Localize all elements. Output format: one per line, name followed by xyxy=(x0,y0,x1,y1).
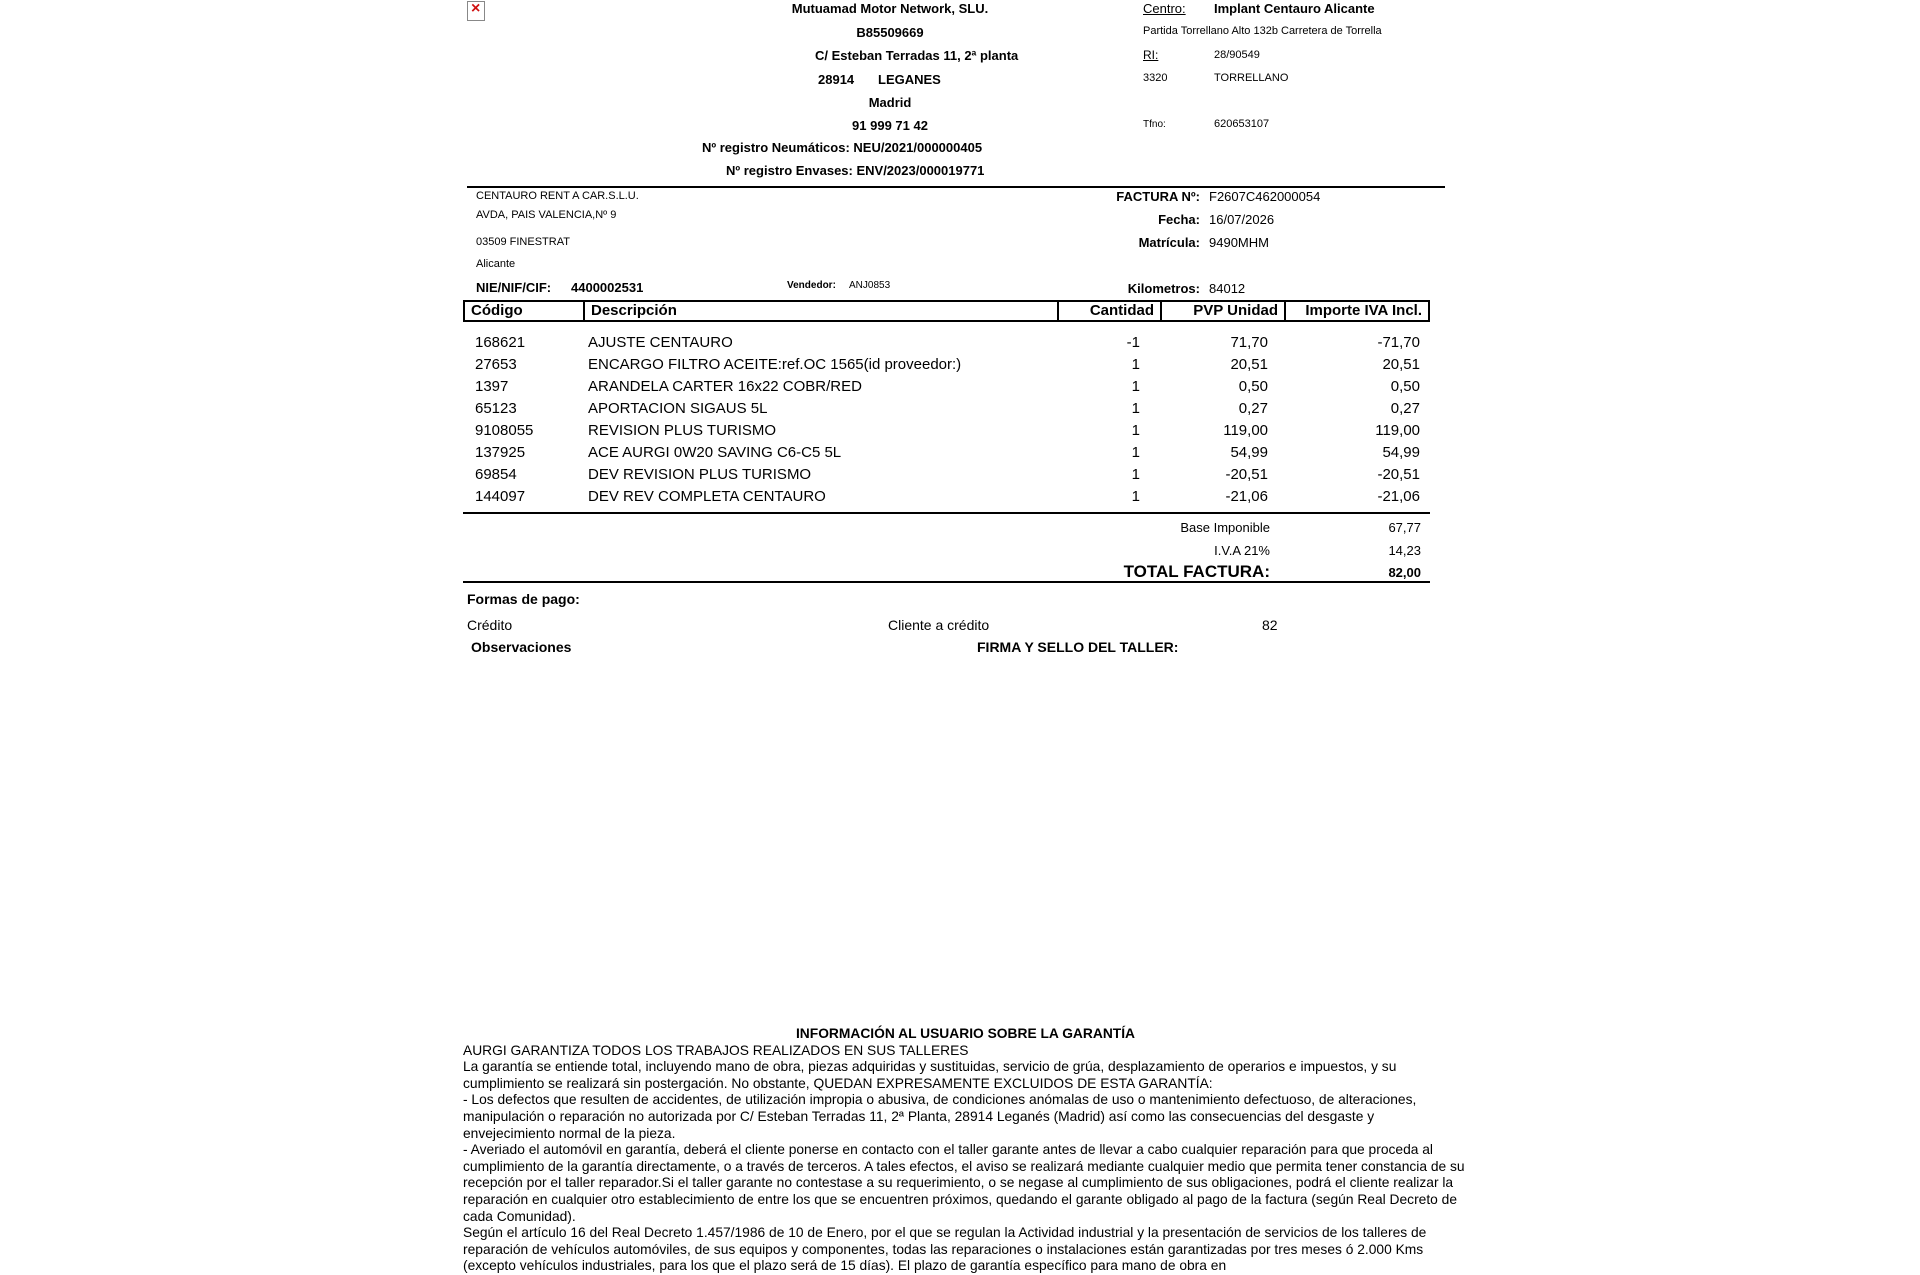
company-street: C/ Esteban Terradas 11, 2ª planta xyxy=(815,48,1019,63)
th-codigo: Código xyxy=(471,302,523,319)
cell-desc: ENCARGO FILTRO ACEITE:ref.OC 1565(id proveedor:) xyxy=(588,356,962,373)
cell-qty: 1 xyxy=(1131,422,1140,439)
cell-amount: 20,51 xyxy=(1382,356,1420,373)
payment-method: Crédito xyxy=(467,617,513,633)
cell-unit: -20,51 xyxy=(1225,466,1268,483)
matricula-value: 9490MHM xyxy=(1209,235,1269,250)
client-city: 03509 FINESTRAT xyxy=(476,236,570,248)
table-row xyxy=(463,399,1430,419)
cell-qty: 1 xyxy=(1131,466,1140,483)
client-province: Alicante xyxy=(476,258,516,270)
company-city: LEGANES xyxy=(878,72,941,87)
tfno-value: 620653107 xyxy=(1214,118,1270,130)
warranty-section xyxy=(463,1026,1468,1275)
cell-desc: AJUSTE CENTAURO xyxy=(588,334,733,351)
cell-amount: 0,50 xyxy=(1390,378,1420,395)
table-row xyxy=(463,355,1430,375)
cell-qty: -1 xyxy=(1126,334,1140,351)
company-name: Mutuamad Motor Network, SLU. xyxy=(791,1,989,16)
cell-unit: 0,50 xyxy=(1238,378,1268,395)
cell-desc: DEV REV COMPLETA CENTAURO xyxy=(588,488,826,505)
warranty-paragraph: - Los defectos que resulten de accidentes, de utilización impropia o abusiva, de condiciones anómalas de uso o mantenimiento defectuoso, de alteraciones, manipulación o reparación no autorizada por C/ Esteban Terradas 11, 2ª Planta, 28914 Leganés (Madrid) así como las consecuencias del desgaste y envejecimiento normal de la pieza. xyxy=(463,1092,1417,1141)
vendedor-label: Vendedor: xyxy=(787,280,836,291)
centro-label: Centro: xyxy=(1143,1,1186,16)
cell-qty: 1 xyxy=(1131,444,1140,461)
th-cantidad: Cantidad xyxy=(1057,302,1160,320)
broken-logo-icon xyxy=(467,1,485,21)
cell-desc: REVISION PLUS TURISMO xyxy=(588,422,777,439)
payment-amount: 82 xyxy=(1262,617,1278,633)
th-pvp-unidad: PVP Unidad xyxy=(1160,302,1284,320)
client-address: AVDA, PAIS VALENCIA,Nº 9 xyxy=(476,209,617,221)
cell-unit: 54,99 xyxy=(1230,444,1268,461)
iva-label: I.V.A 21% xyxy=(1214,543,1270,558)
cell-desc: ARANDELA CARTER 16x22 COBR/RED xyxy=(588,378,862,395)
base-value: 67,77 xyxy=(1388,520,1421,535)
header-divider xyxy=(467,186,1445,188)
centro-city: TORRELLANO xyxy=(1214,72,1289,84)
fecha-value: 16/07/2026 xyxy=(1209,212,1275,227)
client-name: CENTAURO RENT A CAR.S.L.U. xyxy=(476,190,639,202)
fecha-label: Fecha: xyxy=(1158,212,1200,227)
totals-divider xyxy=(463,581,1430,583)
warranty-paragraph: La garantía se entiende total, incluyendo mano de obra, piezas adquiridas y sustituidas, servicio de grúa, desplazamiento de operarios e impuestos, y su cumplimiento se realizará sin postergación. No obstante, QUEDAN EXPRESAMENTE EXCLUIDOS DE ESTA GARANTÍA: xyxy=(463,1059,1397,1091)
cell-amount: -71,70 xyxy=(1377,334,1420,351)
matricula-label: Matrícula: xyxy=(1138,235,1200,250)
nif-value: 4400002531 xyxy=(571,280,644,295)
table-row xyxy=(463,443,1430,463)
observaciones-label: Observaciones xyxy=(471,639,572,655)
firma-label: FIRMA Y SELLO DEL TALLER: xyxy=(977,639,1179,655)
cell-desc: DEV REVISION PLUS TURISMO xyxy=(588,466,812,483)
km-value: 84012 xyxy=(1209,281,1246,296)
table-row xyxy=(463,333,1430,353)
company-phone: 91 999 71 42 xyxy=(852,118,928,133)
company-postcode: 28914 xyxy=(818,72,855,87)
reg-neumaticos: Nº registro Neumáticos: NEU/2021/000000405 xyxy=(702,140,983,155)
cell-code: 144097 xyxy=(475,488,526,505)
cell-qty: 1 xyxy=(1131,378,1140,395)
table-bottom-divider xyxy=(463,512,1430,514)
km-label: Kilometros: xyxy=(1127,281,1200,296)
table-row xyxy=(463,465,1430,485)
cell-desc: APORTACION SIGAUS 5L xyxy=(588,400,768,417)
th-descripcion: Descripción xyxy=(583,302,1057,320)
company-province: Madrid xyxy=(868,95,912,110)
total-value: 82,00 xyxy=(1388,565,1421,580)
vendedor-value: ANJ0853 xyxy=(849,280,891,291)
tfno-label: Tfno: xyxy=(1143,119,1166,130)
cell-qty: 1 xyxy=(1131,488,1140,505)
cell-code: 168621 xyxy=(475,334,526,351)
table-row xyxy=(463,487,1430,507)
cell-qty: 1 xyxy=(1131,400,1140,417)
payment-title: Formas de pago: xyxy=(467,591,580,607)
cell-qty: 1 xyxy=(1131,356,1140,373)
table-row xyxy=(463,421,1430,441)
factura-value: F2607C462000054 xyxy=(1209,189,1321,204)
cell-desc: ACE AURGI 0W20 SAVING C6-C5 5L xyxy=(588,444,842,461)
cell-code: 65123 xyxy=(475,400,517,417)
cell-code: 27653 xyxy=(475,356,517,373)
cell-unit: -21,06 xyxy=(1225,488,1268,505)
cell-unit: 71,70 xyxy=(1230,334,1268,351)
centro-address: Partida Torrellano Alto 132b Carretera de Torrella xyxy=(1143,25,1382,37)
th-importe: Importe IVA Incl. xyxy=(1284,302,1428,320)
total-label: TOTAL FACTURA: xyxy=(1123,562,1270,581)
table-header xyxy=(463,300,1430,322)
cell-code: 9108055 xyxy=(475,422,534,439)
warranty-paragraph: Según el artículo 16 del Real Decreto 1.457/1986 de 10 de Enero, por el que se regulan la Actividad industrial y la presentación de servicios de los talleres de reparación de vehículos automóviles, de sus equipos y componentes, todas las reparaciones o instalaciones están garantizadas por tres meses ó 2.000 Kms (excepto vehículos industriales, para los que el plazo será de 15 días). El plazo de garantía específico para mano de obra en xyxy=(463,1225,1427,1274)
warranty-paragraph: - Averiado el automóvil en garantía, deberá el cliente ponerse en contacto con el taller garante antes de llevar a cabo cualquier reparación para que proceda al cumplimiento de la garantía directamente, o a través de terceros. A tales efectos, el aviso se realizará mediante cualquier medio que permita tener constancia de su recepción por el taller reparador.Si el taller garante no contestase a su requerimiento, o se negase al cumplimiento de sus obligaciones, podrá el cliente realizar la reparación en cualquier otro establecimiento de entre los que se encuentren próximos, quedando el garante obligado al pago de la factura (según Real Decreto de cada Comunidad). xyxy=(463,1142,1465,1224)
warranty-title: INFORMACIÓN AL USUARIO SOBRE LA GARANTÍA xyxy=(795,1026,1136,1041)
payment-detail: Cliente a crédito xyxy=(888,617,990,633)
centro-name: Implant Centauro Alicante xyxy=(1214,1,1375,16)
cell-amount: -21,06 xyxy=(1377,488,1420,505)
reg-envases: Nº registro Envases: ENV/2023/000019771 xyxy=(726,163,985,178)
iva-value: 14,23 xyxy=(1388,543,1421,558)
cell-amount: 119,00 xyxy=(1375,422,1420,439)
cell-code: 1397 xyxy=(475,378,509,395)
factura-label: FACTURA Nº: xyxy=(1116,189,1200,204)
company-cif: B85509669 xyxy=(856,25,924,40)
nif-label: NIE/NIF/CIF: xyxy=(476,280,552,295)
cell-code: 69854 xyxy=(475,466,517,483)
ri-label: RI: xyxy=(1143,48,1159,62)
cell-amount: -20,51 xyxy=(1377,466,1420,483)
cell-unit: 119,00 xyxy=(1223,422,1268,439)
centro-postcode: 3320 xyxy=(1143,72,1168,84)
cell-code: 137925 xyxy=(475,444,526,461)
cell-unit: 20,51 xyxy=(1230,356,1268,373)
cell-unit: 0,27 xyxy=(1238,400,1268,417)
base-label: Base Imponible xyxy=(1180,520,1270,535)
warranty-subtitle: AURGI GARANTIZA TODOS LOS TRABAJOS REALIZADOS EN SUS TALLERES xyxy=(463,1042,969,1058)
cell-amount: 54,99 xyxy=(1382,444,1420,461)
cell-amount: 0,27 xyxy=(1390,400,1420,417)
table-row xyxy=(463,377,1430,397)
ri-value: 28/90549 xyxy=(1214,49,1260,61)
